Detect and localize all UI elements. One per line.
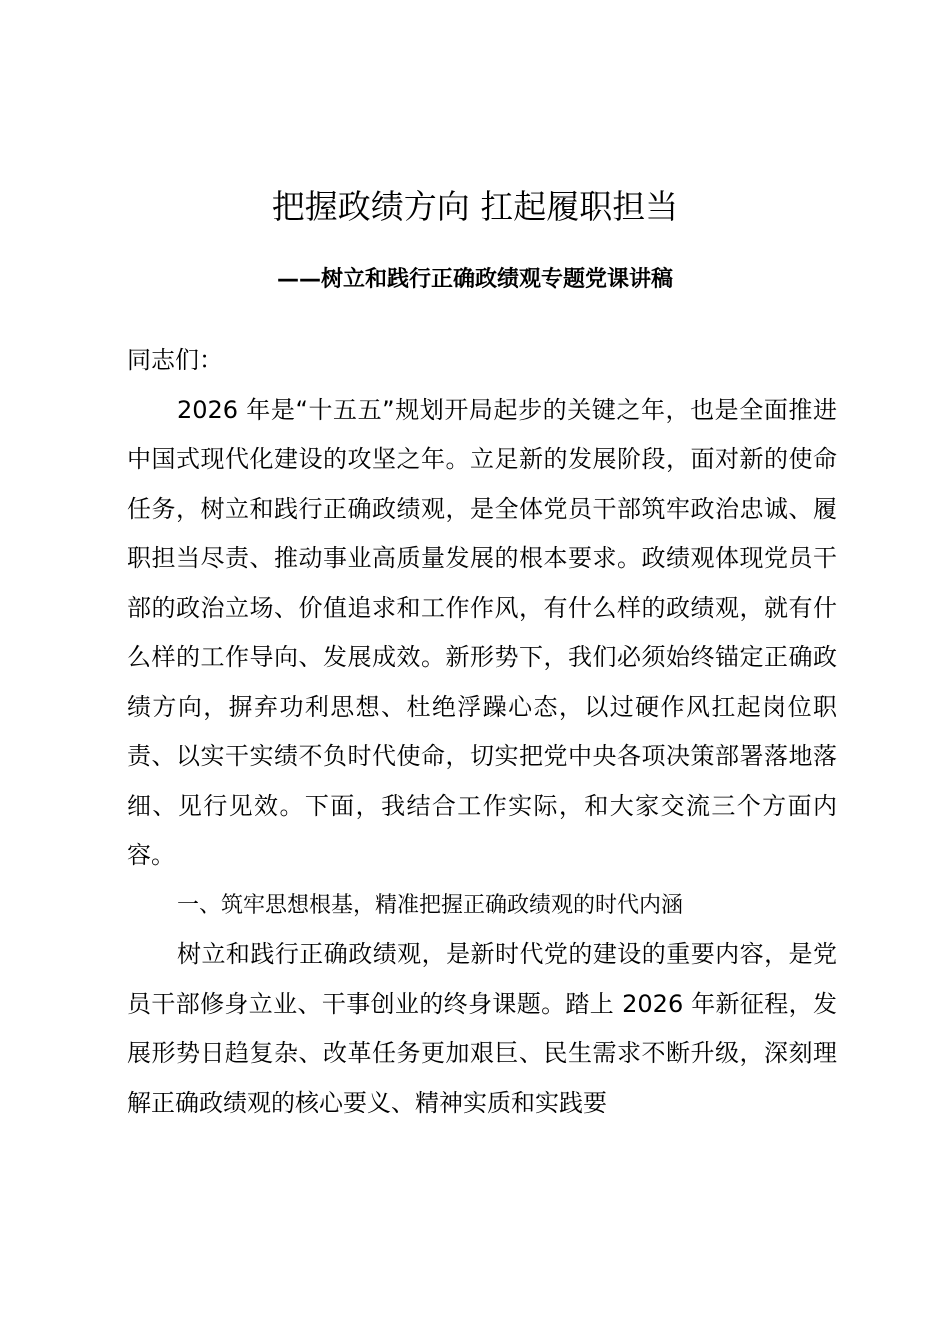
section-heading: 一、筑牢思想根基，精准把握正确政绩观的时代内涵	[177, 892, 684, 918]
paragraph-section-1: 树立和践行正确政绩观，是新时代党的建设的重要内容，是党员干部修身立业、干事创业的终身课题。踏上 2026 年新征程，发展形势日趋复杂、改革任务更加艰巨、民生需求不断升级，深刻理解正确政绩观的核心要义、精神实质和实践要	[127, 940, 837, 1117]
paragraph-intro: 2026 年是“十五五”规划开局起步的关键之年，也是全面推进中国式现代化建设的攻坚之年。立足新的发展阶段，面对新的使命任务，树立和践行正确政绩观，是全体党员干部筑牢政治忠诚、履职担当尽责、推动事业高质量发展的根本要求。政绩观体现党员干部的政治立场、价值追求和工作作风，有什么样的政绩观，就有什么样的工作导向、发展成效。新形势下，我们必须始终锚定正确政绩方向，摒弃功利思想、杜绝浮躁心态，以过硬作风扛起岗位职责、以实干实绩不负时代使命，切实把党中央各项决策部署落地落细、见行见效。下面，我结合工作实际，和大家交流三个方面内容。	[127, 395, 837, 869]
salutation: 同志们：	[127, 346, 223, 374]
document-subtitle: ——树立和践行正确政绩观专题党课讲稿	[276, 267, 673, 292]
document-title: 把握政绩方向 扛起履职担当	[271, 187, 679, 226]
document-body	[127, 336, 837, 1128]
